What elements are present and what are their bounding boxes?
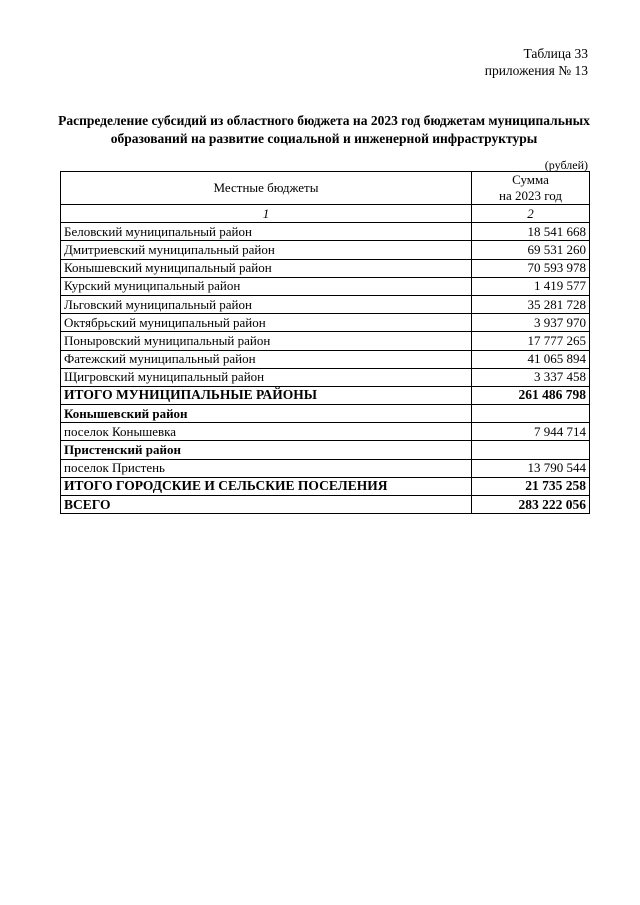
group-name: Пристенский район [61, 441, 472, 459]
table-row [61, 241, 590, 259]
row-name: Беловский муниципальный район [61, 223, 472, 241]
table-header-row [61, 172, 590, 205]
appendix-reference [485, 45, 588, 79]
column-index-2: 2 [472, 205, 590, 223]
row-name: поселок Пристень [61, 459, 472, 477]
grand-total-row [61, 496, 590, 514]
group-row [61, 405, 590, 423]
row-name: Щигровский муниципальный район [61, 368, 472, 386]
table-row [61, 314, 590, 332]
row-name: Дмитриевский муниципальный район [61, 241, 472, 259]
row-amount: 3 337 458 [472, 368, 590, 386]
row-amount: 35 281 728 [472, 295, 590, 313]
budget-table [60, 171, 590, 514]
table-row [61, 350, 590, 368]
total-districts-amount: 261 486 798 [472, 386, 590, 404]
row-amount: 18 541 668 [472, 223, 590, 241]
unit-label: (рублей) [544, 158, 588, 172]
column-header-amount-line2: на 2023 год [499, 188, 562, 203]
row-name: Поныровский муниципальный район [61, 332, 472, 350]
row-name: Конышевский муниципальный район [61, 259, 472, 277]
row-name: Октябрьский муниципальный район [61, 314, 472, 332]
appendix-number: приложения № 13 [484, 63, 588, 78]
table-row [61, 368, 590, 386]
table-row [61, 259, 590, 277]
row-name: Льговский муниципальный район [61, 295, 472, 313]
title-line-2: образований на развитие социальной и инженерной инфраструктуры [110, 131, 538, 146]
row-amount: 13 790 544 [472, 459, 590, 477]
title-line-1: Распределение субсидий из областного бюджета на 2023 год бюджетам муниципальных [58, 113, 590, 128]
row-amount: 3 937 970 [472, 314, 590, 332]
table-number: Таблица 33 [523, 46, 588, 61]
column-header-amount [472, 172, 590, 205]
row-amount: 41 065 894 [472, 350, 590, 368]
total-settlements-label: ИТОГО ГОРОДСКИЕ И СЕЛЬСКИЕ ПОСЕЛЕНИЯ [61, 477, 472, 495]
row-name: Фатежский муниципальный район [61, 350, 472, 368]
row-amount: 70 593 978 [472, 259, 590, 277]
row-amount: 17 777 265 [472, 332, 590, 350]
total-settlements-row [61, 477, 590, 495]
group-row [61, 441, 590, 459]
row-amount: 69 531 260 [472, 241, 590, 259]
column-header-budgets: Местные бюджеты [61, 172, 472, 205]
grand-total-label: ВСЕГО [61, 496, 472, 514]
column-index-row [61, 205, 590, 223]
table-row [61, 223, 590, 241]
column-index-1: 1 [61, 205, 472, 223]
total-districts-label: ИТОГО МУНИЦИПАЛЬНЫЕ РАЙОНЫ [61, 386, 472, 404]
table-row [61, 332, 590, 350]
row-amount: 1 419 577 [472, 277, 590, 295]
group-amount [472, 405, 590, 423]
table-row [61, 295, 590, 313]
row-name: Курский муниципальный район [61, 277, 472, 295]
table-row [61, 277, 590, 295]
group-amount [472, 441, 590, 459]
group-name: Конышевский район [61, 405, 472, 423]
total-settlements-amount: 21 735 258 [472, 477, 590, 495]
grand-total-amount: 283 222 056 [472, 496, 590, 514]
row-name: поселок Конышевка [61, 423, 472, 441]
total-districts-row [61, 386, 590, 404]
row-amount: 7 944 714 [472, 423, 590, 441]
table-row [61, 459, 590, 477]
document-title [58, 112, 590, 148]
column-header-amount-line1: Сумма [512, 172, 549, 187]
table-row [61, 423, 590, 441]
